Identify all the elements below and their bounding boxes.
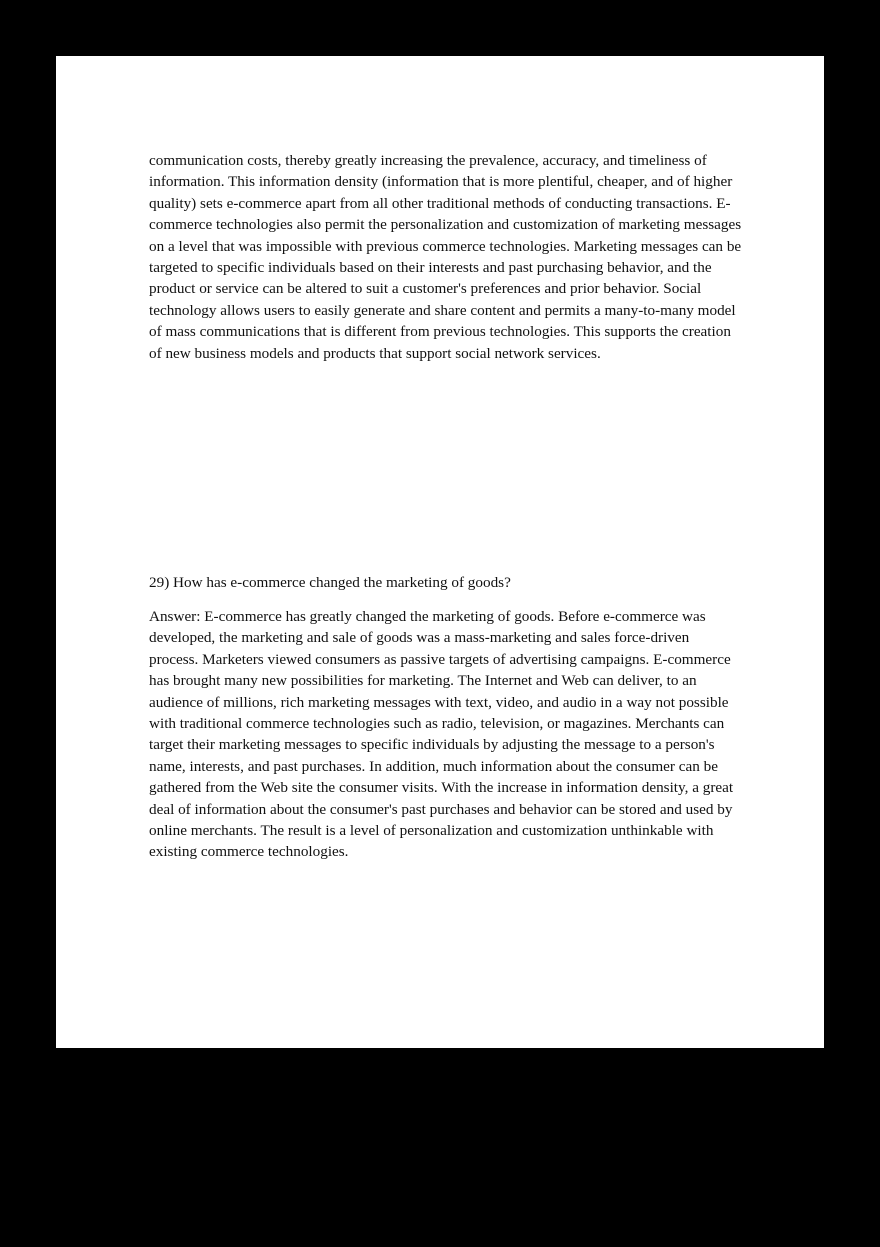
text-line: communication costs, thereby greatly increasing the prevalence, accuracy, and timeliness of	[149, 152, 707, 169]
text-line: Answer: E-commerce has greatly changed the marketing of goods. Before e-commerce was	[149, 608, 706, 625]
text-line: developed, the marketing and sale of goods was a mass-marketing and sales force-driven	[149, 629, 690, 647]
text-line: product or service can be altered to suit a customer's preferences and prior behavior. Social	[149, 280, 702, 298]
continuation-paragraph	[149, 150, 749, 364]
text-line: has brought many new possibilities for marketing. The Internet and Web can deliver, to an	[149, 672, 697, 690]
text-line: with traditional commerce technologies such as radio, television, or magazines. Merchants can	[149, 715, 725, 733]
text-line: online merchants. The result is a level of personalization and customization unthinkable with	[149, 822, 714, 840]
text-line: on a level that was impossible with previous commerce technologies. Marketing messages can be	[149, 237, 742, 255]
question-29	[149, 572, 749, 593]
text-line: commerce technologies also permit the personalization and customization of marketing messages	[149, 216, 742, 234]
text-line: quality) sets e-commerce apart from all other traditional methods of conducting transactions. E-	[149, 194, 731, 212]
answer-paragraph	[149, 606, 749, 863]
text-line: of mass communications that is different from previous technologies. This supports the creation	[149, 323, 731, 341]
text-line: deal of information about the consumer's past purchases and behavior can be stored and used by	[149, 800, 733, 818]
text-line: gathered from the Web site the consumer visits. With the increase in information density, a great	[149, 779, 734, 797]
text-line: targeted to specific individuals based on their interests and past purchasing behavior, and the	[149, 259, 712, 277]
text-line: existing commerce technologies.	[149, 843, 349, 861]
text-line: name, interests, and past purchases. In addition, much information about the consumer can be	[149, 757, 718, 775]
text-line: of new business models and products that support social network services.	[149, 344, 601, 362]
text-line: audience of millions, rich marketing messages with text, video, and audio in a way not possible	[149, 693, 729, 711]
text-line: process. Marketers viewed consumers as passive targets of advertising campaigns. E-commerce	[149, 650, 731, 668]
document-page	[56, 56, 824, 1048]
text-line: target their marketing messages to specific individuals by adjusting the message to a person's	[149, 736, 715, 754]
question-text: 29) How has e-commerce changed the marketing of goods?	[149, 574, 511, 591]
text-line: technology allows users to easily generate and share content and permits a many-to-many model	[149, 301, 736, 319]
text-line: information. This information density (information that is more plentiful, cheaper, and of higher	[149, 173, 733, 191]
